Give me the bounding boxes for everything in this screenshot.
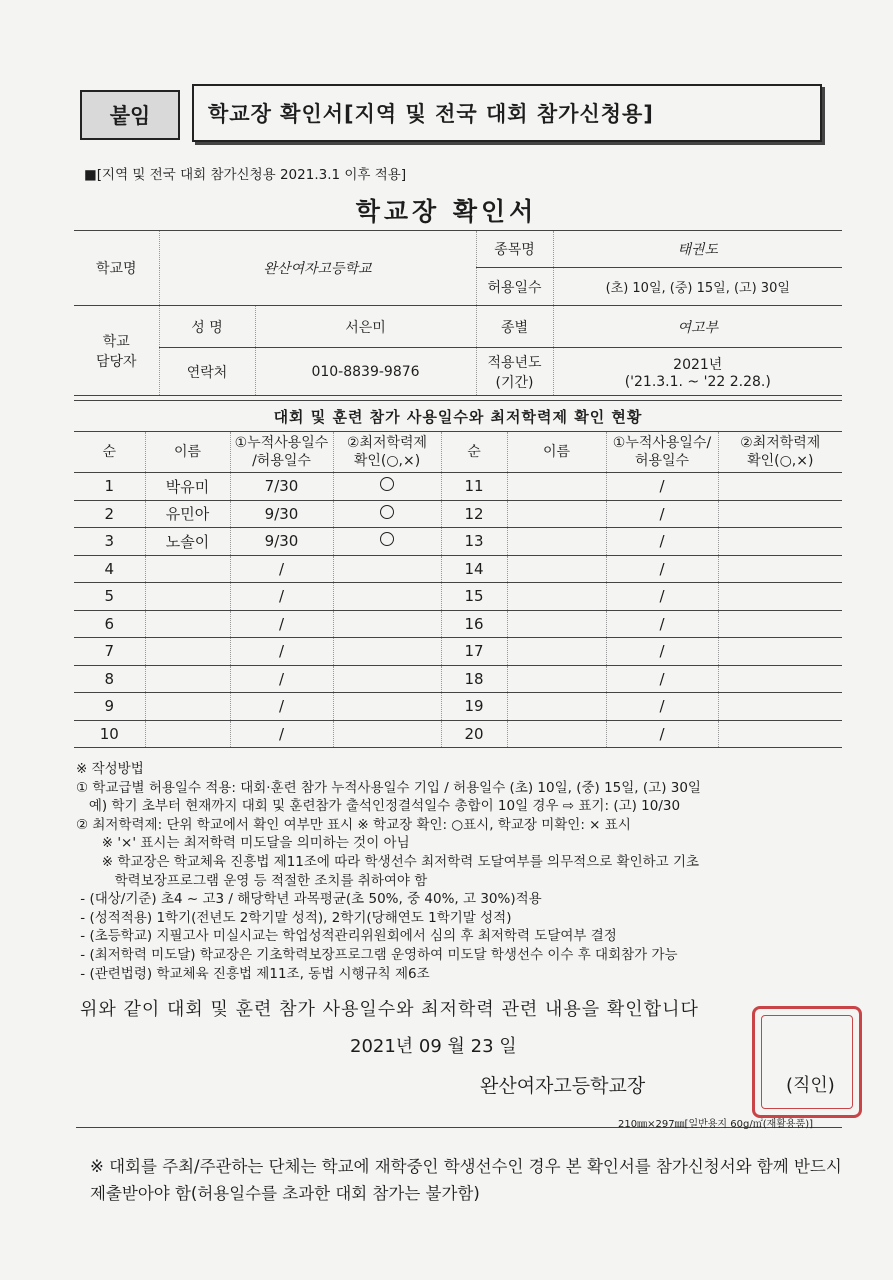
- writing-method: [76, 760, 856, 983]
- table-row: [74, 610, 842, 638]
- manager-label: [74, 306, 159, 396]
- table-row: [74, 500, 842, 528]
- cell-no: 18: [441, 665, 507, 693]
- cell-check: [333, 638, 441, 666]
- method-line: 학력보장프로그램 운영 등 적절한 조치를 취하여야 함: [76, 872, 428, 889]
- cell-no: 9: [74, 693, 145, 721]
- cell-check: [333, 610, 441, 638]
- attachment-tag: 붙임: [80, 90, 180, 140]
- cell-days: 9/30: [230, 528, 333, 556]
- circle-mark-icon: [380, 532, 394, 546]
- header-check-right: [718, 432, 842, 473]
- header-no: 순: [74, 432, 145, 473]
- contact-label: 연락처: [159, 348, 255, 396]
- cell-no: 7: [74, 638, 145, 666]
- cell-no: 17: [441, 638, 507, 666]
- cell-name: [507, 528, 606, 556]
- method-line: ※ '×' 표시는 최저학력 미도달을 의미하는 것이 아님: [76, 835, 410, 852]
- cell-check: [718, 610, 842, 638]
- cell-no: 5: [74, 583, 145, 611]
- cell-no: 14: [441, 555, 507, 583]
- header-check-right-line2: 확인(○,×): [747, 453, 814, 469]
- usage-note: ■[지역 및 전국 대회 참가신청용 2021.3.1 이후 적용]: [84, 167, 407, 183]
- cell-no: 13: [441, 528, 507, 556]
- cell-name: [145, 555, 230, 583]
- year-label-line2: (기간): [495, 374, 534, 391]
- official-seal-icon: [752, 1006, 862, 1118]
- cell-days: 7/30: [230, 473, 333, 501]
- confirm-statement: 위와 같이 대회 및 훈련 참가 사용일수와 최저학력 관련 내용을 확인합니다: [80, 999, 699, 1020]
- event-label: 종목명: [476, 231, 553, 268]
- header-days-right-line2: 허용일수: [634, 453, 690, 469]
- cell-name: [145, 638, 230, 666]
- cell-days: /: [230, 693, 333, 721]
- cell-check: [718, 528, 842, 556]
- header-check-line1: ②최저학력제: [346, 435, 428, 451]
- cell-name: [507, 500, 606, 528]
- header-no-right: 순: [441, 432, 507, 473]
- cell-check: [333, 720, 441, 748]
- header-days-line1: ①누적사용일수: [234, 435, 329, 451]
- cell-check: [718, 665, 842, 693]
- cell-no: 1: [74, 473, 145, 501]
- table-row: [74, 638, 842, 666]
- circle-mark-icon: [380, 505, 394, 519]
- cell-days: /: [606, 610, 718, 638]
- method-line: - (최저학력 미도달) 학교장은 기초학력보장프로그램 운영하여 미도달 학생선수 이수 후 대회참가 가능: [76, 946, 678, 963]
- cell-name: [507, 473, 606, 501]
- cell-no: 4: [74, 555, 145, 583]
- header-check-right-line1: ②최저학력제: [740, 435, 821, 451]
- paper-spec: 210㎜×297㎜[일반용지 60g/㎡(재활용품)]: [618, 1119, 814, 1130]
- cell-check: [718, 638, 842, 666]
- cell-name: [507, 638, 606, 666]
- table-row: [74, 693, 842, 721]
- cell-name: 박유미: [145, 473, 230, 501]
- cell-check: [718, 693, 842, 721]
- status-caption: 대회 및 훈련 참가 사용일수와 최저학력제 확인 현황: [74, 401, 842, 432]
- cell-name: [507, 665, 606, 693]
- cell-name: [507, 693, 606, 721]
- cell-no: 3: [74, 528, 145, 556]
- cell-check: [333, 473, 441, 501]
- cell-name: [145, 665, 230, 693]
- document-header: [80, 84, 808, 144]
- name-label: 성 명: [159, 306, 255, 348]
- method-line: ② 최저학력제: 단위 학교에서 확인 여부만 표시 ※ 학교장 확인: ○표시, 학교장 미확인: × 표시: [76, 816, 631, 833]
- cell-days: /: [606, 638, 718, 666]
- cell-check: [718, 555, 842, 583]
- days-label: 허용일수: [476, 268, 553, 306]
- cell-name: 유민아: [145, 500, 230, 528]
- header-days-right-line1: ①누적사용일수/: [612, 435, 712, 451]
- cell-name: [145, 693, 230, 721]
- cell-days: /: [606, 473, 718, 501]
- method-line: - (관련법령) 학교체육 진흥법 제11조, 동법 시행규칙 제6조: [76, 965, 430, 982]
- cell-no: 11: [441, 473, 507, 501]
- cell-name: 노솔이: [145, 528, 230, 556]
- principal-name: 완산여자고등학교장: [480, 1075, 646, 1097]
- name-value: 서은미: [255, 306, 476, 348]
- header-name: 이름: [145, 432, 230, 473]
- cell-days: /: [606, 583, 718, 611]
- cell-name: [507, 555, 606, 583]
- cell-no: 8: [74, 665, 145, 693]
- school-label: 학교명: [74, 231, 159, 306]
- circle-mark-icon: [380, 477, 394, 491]
- category-value: 여고부: [553, 306, 842, 348]
- cell-days: /: [606, 665, 718, 693]
- cell-name: [507, 610, 606, 638]
- cell-check: [333, 528, 441, 556]
- cell-days: /: [606, 500, 718, 528]
- info-table: [74, 230, 842, 396]
- cell-no: 19: [441, 693, 507, 721]
- contact-value: 010-8839-9876: [255, 348, 476, 396]
- cell-days: /: [230, 583, 333, 611]
- cell-check: [333, 665, 441, 693]
- cell-check: [718, 500, 842, 528]
- table-row: [74, 720, 842, 748]
- method-line: - (대상/기준) 초4 ~ 고3 / 해당학년 과목평균(초 50%, 중 40%, 고 30%)적용: [76, 891, 542, 908]
- header-days: [230, 432, 333, 473]
- cell-days: /: [230, 720, 333, 748]
- manager-label-line1: 학교: [102, 333, 130, 350]
- header-check-line2: 확인(○,×): [353, 453, 421, 469]
- seal-label: (직인): [786, 1075, 835, 1096]
- cell-days: 9/30: [230, 500, 333, 528]
- year-value: [553, 348, 842, 396]
- cell-check: [718, 720, 842, 748]
- category-label: 종별: [476, 306, 553, 348]
- year-value-line1: 2021년: [673, 356, 723, 373]
- method-line: ※ 작성방법: [76, 761, 144, 777]
- cell-name: [145, 720, 230, 748]
- method-line: 예) 학기 초부터 현재까지 대회 및 훈련참가 출석인정결석일수 총합이 10일 경우 ⇨ 표기: (고) 10/30: [76, 798, 681, 815]
- year-label-line1: 적용년도: [487, 354, 542, 371]
- method-line: ※ 학교장은 학교체육 진흥법 제11조에 따라 학생선수 최저학력 도달여부를 의무적으로 확인하고 기초: [76, 853, 700, 870]
- cell-check: [333, 555, 441, 583]
- header-days-right: [606, 432, 718, 473]
- table-row: [74, 583, 842, 611]
- cell-days: /: [230, 638, 333, 666]
- document-title: 학교장 확인서: [355, 197, 538, 226]
- cell-days: /: [230, 610, 333, 638]
- status-table: [74, 400, 842, 748]
- cell-no: 12: [441, 500, 507, 528]
- cell-days: /: [230, 555, 333, 583]
- header-title: 학교장 확인서[지역 및 전국 대회 참가신청용]: [192, 84, 822, 142]
- cell-no: 6: [74, 610, 145, 638]
- cell-days: /: [230, 665, 333, 693]
- cell-check: [333, 693, 441, 721]
- cell-days: /: [606, 720, 718, 748]
- cell-no: 20: [441, 720, 507, 748]
- table-row: [74, 473, 842, 501]
- confirm-date: 2021년 09 월 23 일: [350, 1036, 517, 1057]
- year-value-line2: ('21.3.1. ~ '22 2.28.): [624, 373, 771, 390]
- footnote: ※ 대회를 주최/주관하는 단체는 학교에 재학중인 학생선수인 경우 본 확인서를 참가신청서와 함께 반드시 제출받아야 함(허용일수를 초과한 대회 참가는 불가함): [90, 1157, 842, 1203]
- days-value: (초) 10일, (중) 15일, (고) 30일: [553, 268, 842, 306]
- cell-check: [333, 500, 441, 528]
- cell-no: 2: [74, 500, 145, 528]
- cell-no: 16: [441, 610, 507, 638]
- header-check: [333, 432, 441, 473]
- table-row: [74, 555, 842, 583]
- method-line: - (초등학교) 지필고사 미실시교는 학업성적관리위원회에서 심의 후 최저학력 도달여부 결정: [76, 928, 617, 945]
- cell-name: [145, 583, 230, 611]
- school-value: 완산여자고등학교: [159, 231, 476, 306]
- cell-name: [145, 610, 230, 638]
- header-name-right: 이름: [507, 432, 606, 473]
- event-value: 태권도: [553, 231, 842, 268]
- table-row: [74, 665, 842, 693]
- cell-check: [333, 583, 441, 611]
- cell-days: /: [606, 528, 718, 556]
- cell-no: 15: [441, 583, 507, 611]
- cell-check: [718, 583, 842, 611]
- cell-name: [507, 720, 606, 748]
- method-line: ① 학교급별 허용일수 적용: 대회·훈련 참가 누적사용일수 기입 / 허용일수 (초) 10일, (중) 15일, (고) 30일: [76, 779, 701, 796]
- header-days-line2: /허용일수: [252, 453, 311, 469]
- cell-check: [718, 473, 842, 501]
- table-row: [74, 528, 842, 556]
- cell-no: 10: [74, 720, 145, 748]
- cell-days: /: [606, 693, 718, 721]
- year-label: [476, 348, 553, 396]
- manager-label-line2: 담당자: [95, 353, 137, 370]
- cell-name: [507, 583, 606, 611]
- method-line: - (성적적용) 1학기(전년도 2학기말 성적), 2학기(당해연도 1학기말 성적): [76, 909, 512, 926]
- cell-days: /: [606, 555, 718, 583]
